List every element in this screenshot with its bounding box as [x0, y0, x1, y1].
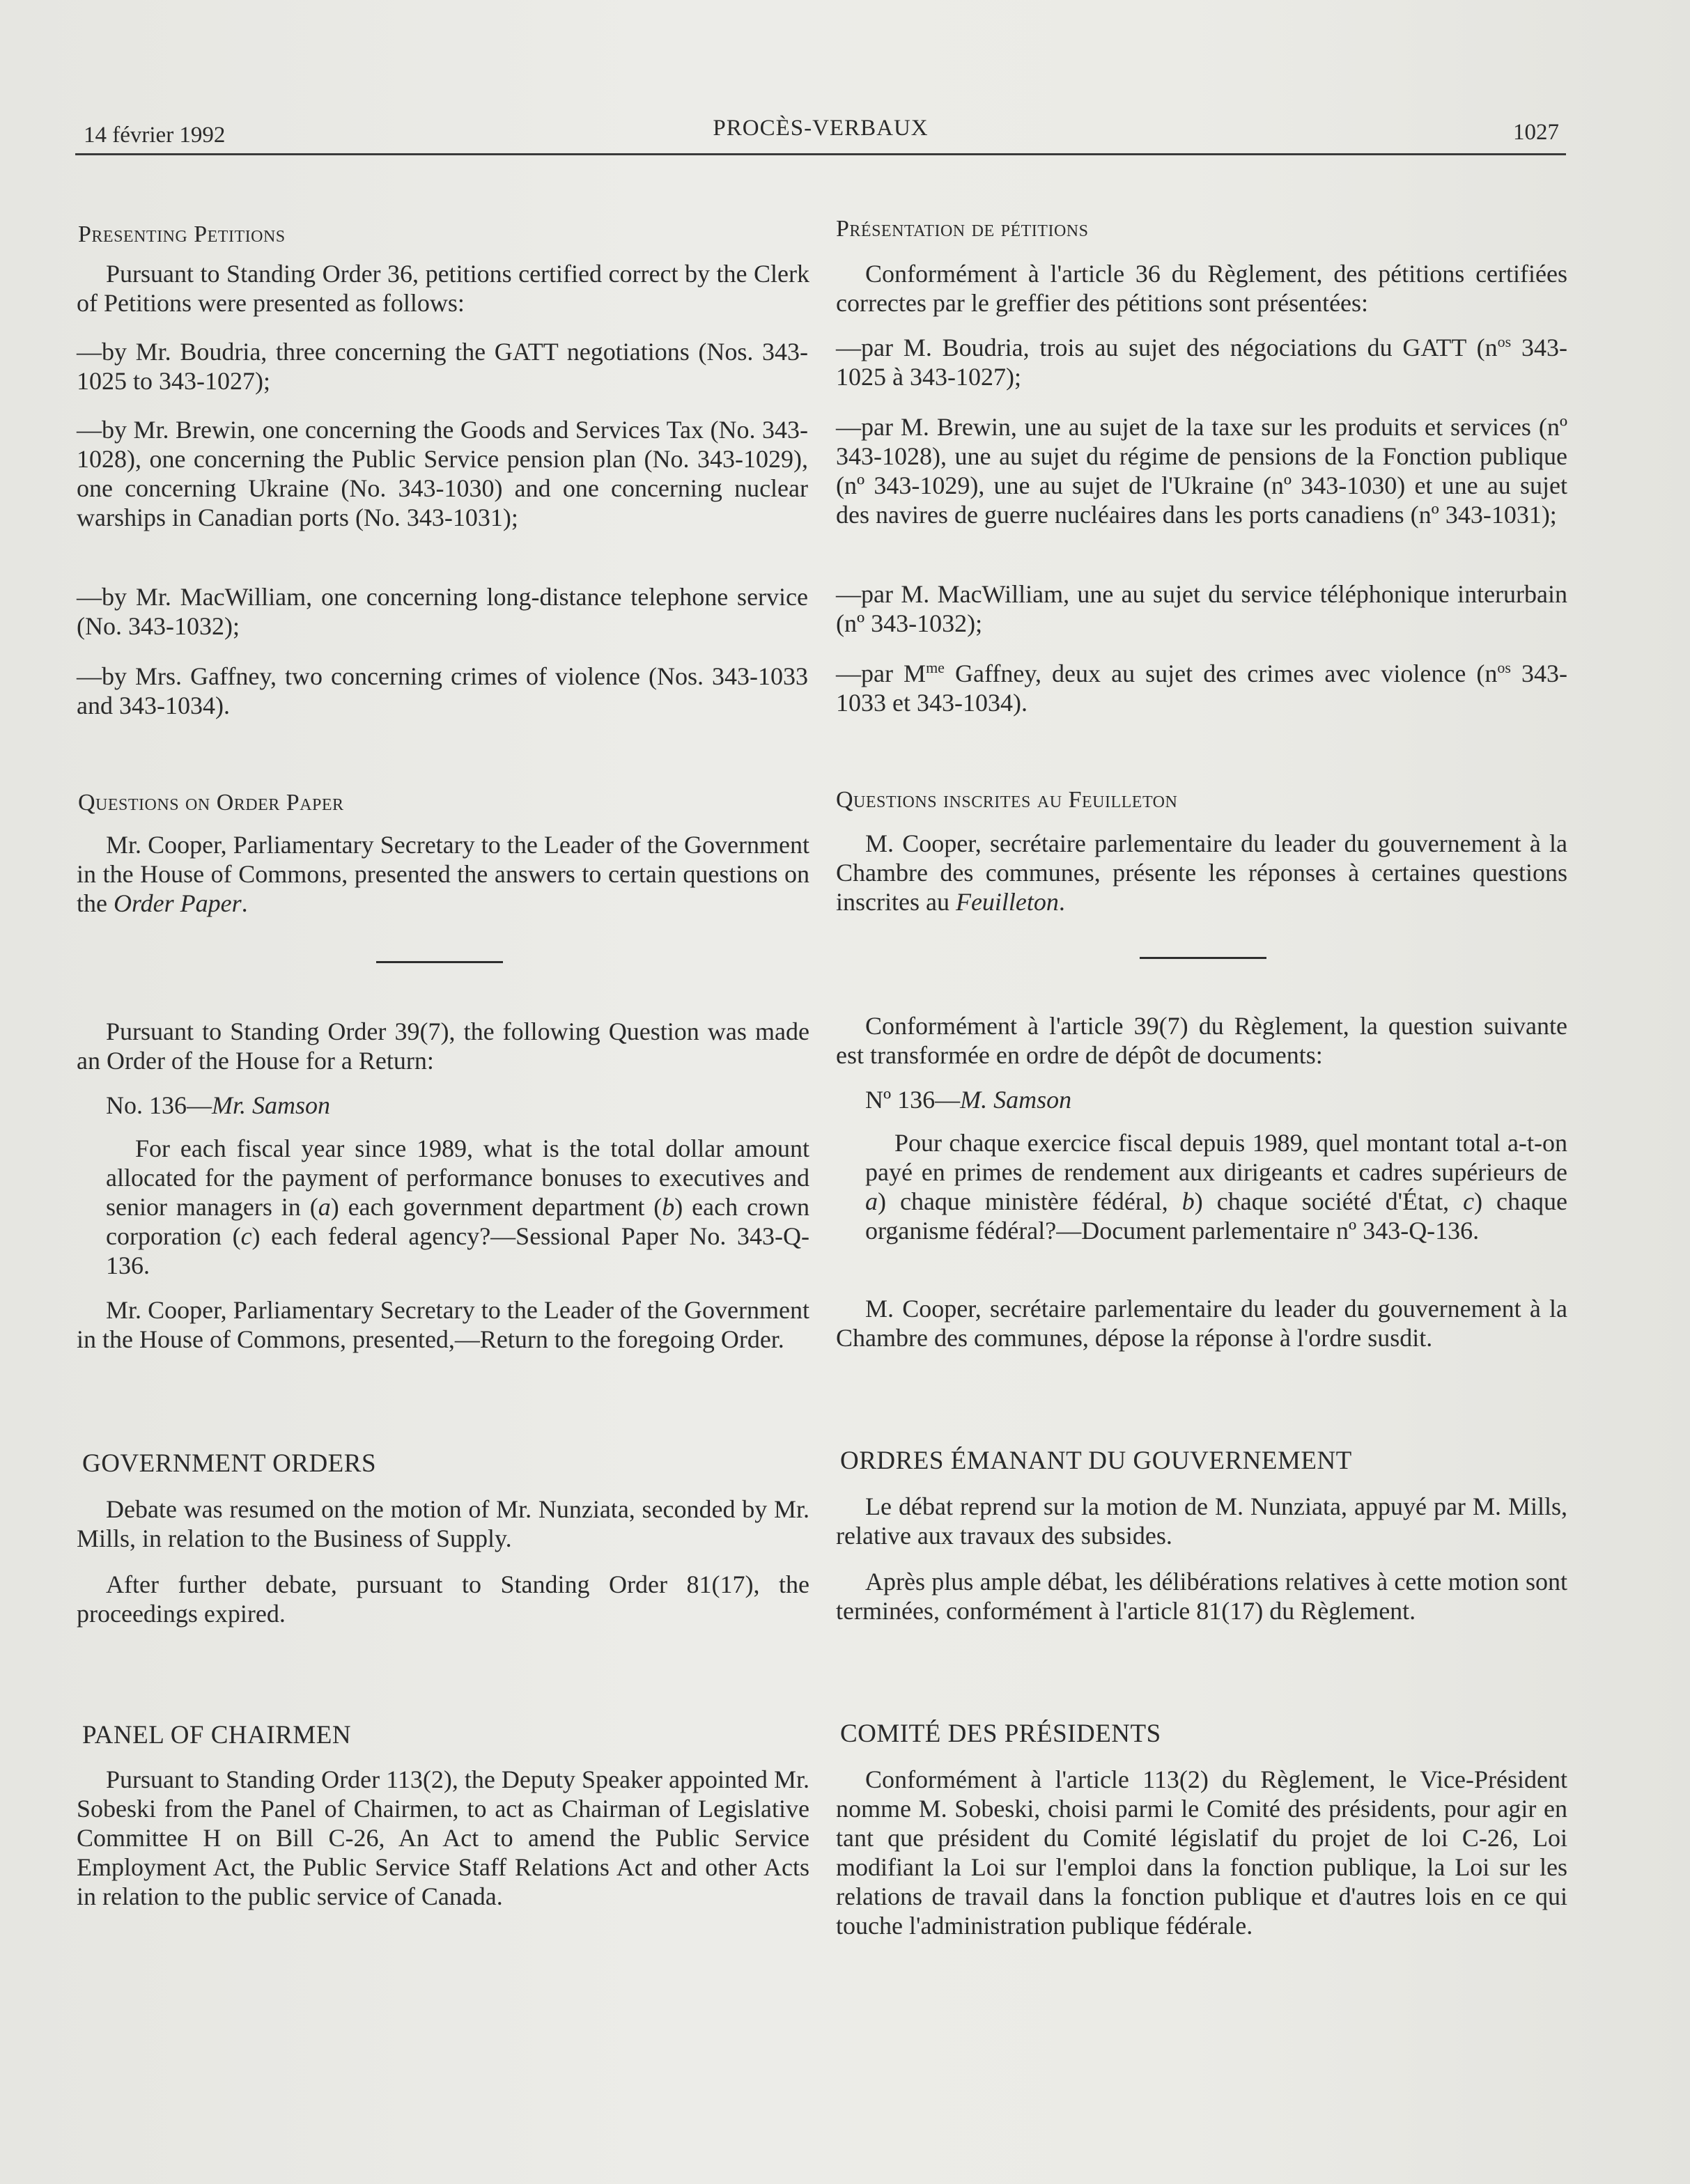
- panel-p1-fr: Conformément à l'article 113(2) du Règlement, le Vice-Président nomme M. Sobeski, choisi parmi le Comité des présidents, pour agir en tant que président du Comité législatif du projet de loi C-26, Loi modifiant la Loi sur l'emploi dans la fonction publique, la Loi sur les relations de travail dans la fonction publique et d'autres lois en ce qui touche l'administration publique fédérale.: [836, 1765, 1567, 1940]
- return-question-fr: Pour chaque exercice fiscal depuis 1989, quel montant total a-t-on payé en primes de rendement aux dirigeants et cadres supérieurs de a) chaque ministère fédéral, b) chaque société d'État, c) chaque organisme fédéral?—Document parlementaire nº 343-Q-136.: [865, 1129, 1567, 1245]
- government-orders-p2: After further debate, pursuant to Standing Order 81(17), the proceedings expired.: [77, 1570, 809, 1628]
- header-title: PROCÈS-VERBAUX: [713, 116, 929, 141]
- return-question: For each fiscal year since 1989, what is the total dollar amount allocated for the payment of performance bonuses to executives and senior managers in (a) each government department (b) each crown corporation (c) each federal agency?—Sessional Paper No. 343-Q-136.: [106, 1134, 810, 1279]
- panel-heading-fr: COMITÉ DES PRÉSIDENTS: [840, 1719, 1161, 1748]
- return-number: No. 136—Mr. Samson: [106, 1091, 331, 1119]
- questions-heading-fr: Questions inscrites au Feuilleton: [836, 787, 1178, 813]
- section-divider-fr: [1140, 957, 1266, 959]
- return-number-fr: Nº 136—M. Samson: [865, 1086, 1072, 1114]
- petitions-heading: Presenting Petitions: [78, 221, 286, 247]
- section-divider: [376, 961, 503, 963]
- questions-text-fr: M. Cooper, secrétaire parlementaire du leader du gouvernement à la Chambre des communes, présente les réponses à certaines questions inscrites au Feuilleton.: [836, 829, 1567, 916]
- petition-item-fr: —par M. MacWilliam, une au sujet du service téléphonique interurbain (nº 343-1032);: [836, 580, 1567, 637]
- return-intro: Pursuant to Standing Order 39(7), the following Question was made an Order of the House for a Return:: [77, 1017, 809, 1075]
- petition-item: —by Mr. MacWilliam, one concerning long-distance telephone service (No. 343-1032);: [77, 583, 808, 640]
- government-orders-p1: Debate was resumed on the motion of Mr. Nunziata, seconded by Mr. Mills, in relation to the Business of Supply.: [77, 1495, 809, 1552]
- petition-item: —by Mrs. Gaffney, two concerning crimes of violence (Nos. 343-1033 and 343-1034).: [77, 662, 808, 719]
- page-number: 1027: [1513, 120, 1559, 145]
- return-answer-fr: M. Cooper, secrétaire parlementaire du leader du gouvernement à la Chambre des communes, dépose la réponse à l'ordre susdit.: [836, 1295, 1567, 1352]
- petitions-intro-fr: Conformément à l'article 36 du Règlement, des pétitions certifiées correctes par le greffier des pétitions sont présentées:: [836, 260, 1567, 317]
- questions-heading: Questions on Order Paper: [78, 790, 344, 816]
- questions-text: Mr. Cooper, Parliamentary Secretary to the Leader of the Government in the House of Commons, presented the answers to certain questions on the Order Paper.: [77, 831, 809, 917]
- government-orders-heading-fr: ORDRES ÉMANANT DU GOUVERNEMENT: [840, 1446, 1352, 1475]
- petition-item-fr: —par $M^{me}$ Gaffney, deux au sujet des crimes avec violence ($n^{os}$ 343-1033 et 343-1034).: [836, 659, 1567, 717]
- petition-item-fr: —par M. Boudria, trois au sujet des négociations du GATT ($n^{os}$ 343-1025 à 343-1027);: [836, 333, 1567, 391]
- petition-item: —by Mr. Brewin, one concerning the Goods and Services Tax (No. 343-1028), one concerning the Public Service pension plan (No. 343-1029), one concerning Ukraine (No. 343-1030) and one concerning nuclear warships in Canadian ports (No. 343-1031);: [77, 416, 808, 531]
- return-intro-fr: Conformément à l'article 39(7) du Règlement, la question suivante est transformée en ordre de dépôt de documents:: [836, 1012, 1567, 1069]
- running-head: [75, 116, 1566, 155]
- government-orders-p1-fr: Le débat reprend sur la motion de M. Nunziata, appuyé par M. Mills, relative aux travaux des subsides.: [836, 1492, 1567, 1550]
- petition-item: —by Mr. Boudria, three concerning the GATT negotiations (Nos. 343-1025 to 343-1027);: [77, 338, 808, 395]
- return-answer: Mr. Cooper, Parliamentary Secretary to the Leader of the Government in the House of Commons, presented,—Return to the foregoing Order.: [77, 1296, 809, 1353]
- petitions-heading-fr: Présentation de pétitions: [836, 216, 1089, 242]
- petitions-intro: Pursuant to Standing Order 36, petitions certified correct by the Clerk of Petitions were presented as follows:: [77, 260, 809, 317]
- header-date: 14 février 1992: [84, 123, 226, 148]
- panel-p1: Pursuant to Standing Order 113(2), the Deputy Speaker appointed Mr. Sobeski from the Panel of Chairmen, to act as Chairman of Legislative Committee H on Bill C-26, An Act to amend the Public Service Employment Act, the Public Service Staff Relations Act and other Acts in relation to the public service of Canada.: [77, 1765, 809, 1910]
- government-orders-heading: GOVERNMENT ORDERS: [82, 1449, 377, 1478]
- government-orders-p2-fr: Après plus ample débat, les délibérations relatives à cette motion sont terminées, conformément à l'article 81(17) du Règlement.: [836, 1568, 1567, 1625]
- petition-item-fr: —par M. Brewin, une au sujet de la taxe sur les produits et services (nº 343-1028), une au sujet du régime de pensions de la Fonction publique (nº 343-1029), une au sujet de l'Ukraine (nº 343-1030) et une au sujet des navires de guerre nucléaires dans les ports canadiens (nº 343-1031);: [836, 413, 1567, 529]
- panel-heading: PANEL OF CHAIRMEN: [82, 1721, 352, 1749]
